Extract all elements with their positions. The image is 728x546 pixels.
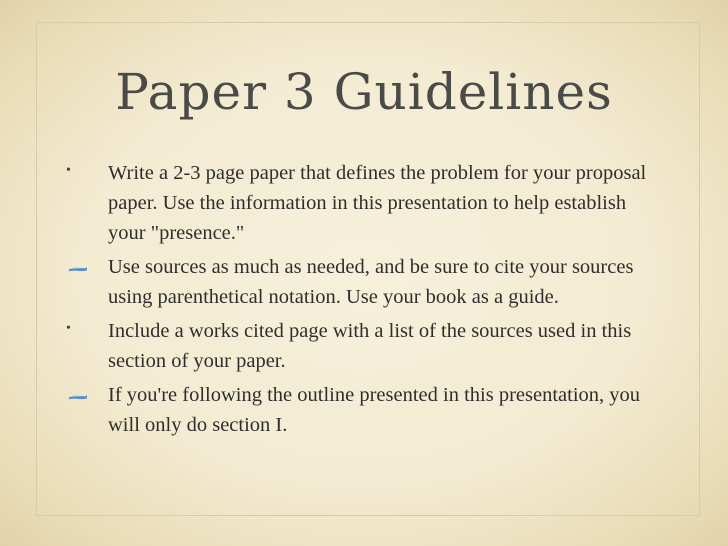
blue-brush-stroke-icon (68, 265, 88, 273)
bullet-dot-icon: • (66, 163, 71, 178)
bullet-list (66, 158, 666, 444)
bullet-text: Include a works cited page with a list of the sources used in this section of your paper. (108, 320, 632, 372)
bullet-item (66, 380, 666, 440)
bullet-dot-icon: • (66, 321, 71, 336)
slide-title: Paper 3 Guidelines (115, 63, 613, 121)
bullet-text: Write a 2-3 page paper that defines the problem for your proposal paper. Use the information in this presentation to help establish your "presence." (108, 162, 647, 244)
bullet-text: Use sources as much as needed, and be sure to cite your sources using parenthetical notation. Use your book as a guide. (108, 256, 634, 308)
bullet-text: If you're following the outline presented in this presentation, you will only do section I. (108, 384, 641, 436)
bullet-item (66, 316, 666, 376)
bullet-item (66, 252, 666, 312)
blue-brush-stroke-icon (68, 393, 88, 401)
bullet-item (66, 158, 666, 248)
